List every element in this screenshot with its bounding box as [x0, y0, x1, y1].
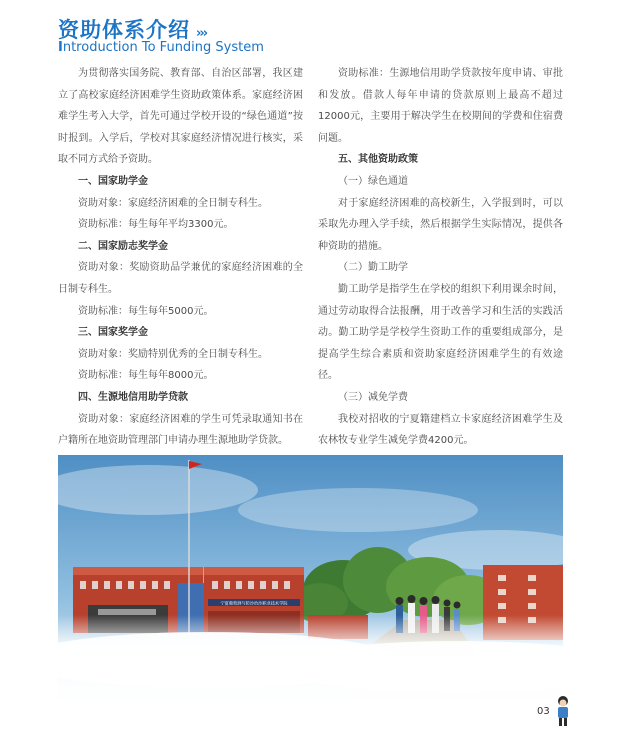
heading-national-grant: 一、国家助学金 [78, 175, 148, 187]
heading-other-policies: 五、其他资助政策 [338, 154, 418, 166]
subheading-work-study: （二）勤工助学 [338, 262, 408, 274]
paragraph: 资助对象：奖励特别优秀的全日制专科生。 [78, 348, 268, 360]
section-title: 资助体系介绍 ››› [58, 18, 207, 42]
section-subtitle: Introduction To Funding System [58, 40, 264, 55]
paragraph: 对于家庭经济困难的高校新生，入学报到时，可以采取先办理入学手续，然后根据学生实际情况，提供各种资助的措施。 [318, 197, 563, 252]
arrows-icon: ››› [196, 26, 207, 41]
paragraph: 资助对象：家庭经济困难的全日制专科生。 [78, 197, 268, 209]
right-column [318, 63, 563, 452]
paragraph: 资助标准：每生每年平均3300元。 [78, 219, 234, 231]
paragraph: 资助对象：奖励资助品学兼优的家庭经济困难的全日制专科生。 [58, 262, 303, 295]
left-column [58, 63, 303, 452]
heading-inspirational-scholarship: 二、国家励志奖学金 [78, 240, 168, 252]
paragraph: 资助标准：生源地信用助学贷款按年度申请、审批和发放。借款人每年申请的贷款原则上最高不超过12000元，主要用于解决学生在校期间的学费和住宿费问题。 [318, 68, 563, 144]
heading-student-loan: 四、生源地信用助学贷款 [78, 391, 188, 403]
paragraph: 资助对象：家庭经济困难的学生可凭录取通知书在户籍所在地资助管理部门申请办理生源地助学贷款。 [58, 413, 303, 447]
mascot-icon [553, 695, 573, 731]
page-number: 03 [537, 706, 550, 717]
building-sign: 宁夏葡萄酒与防沙治沙职业技术学院 [220, 600, 288, 606]
subheading-green-channel: （一）绿色通道 [338, 175, 408, 187]
paragraph: 勤工助学是指学生在学校的组织下利用课余时间，通过劳动取得合法报酬，用于改善学习和生活的实践活动。勤工助学是学校学生资助工作的重要组成部分，是提高学生综合素质和资助家庭经济困难学生的有效途径。 [318, 283, 563, 382]
paragraph: 资助标准：每生每年5000元。 [78, 305, 214, 317]
intro-paragraph: 为贯彻落实国务院、教育部、自治区部署，我区建立了高校家庭经济困难学生资助政策体系。家庭经济困难学生考入大学，首先可通过学校开设的“绿色通道”按时报到。入学后，学校对其家庭经济情况进行核实，采取不同方式给予资助。 [58, 68, 303, 166]
heading-national-scholarship: 三、国家奖学金 [78, 327, 148, 339]
paragraph: 资助标准：每生每年8000元。 [78, 370, 214, 382]
campus-photo [58, 455, 563, 705]
subheading-tuition-waiver: （三）减免学费 [338, 391, 408, 403]
paragraph: 我校对招收的宁夏籍建档立卡家庭经济困难学生及农林牧专业学生减免学费4200元。 [318, 413, 563, 447]
